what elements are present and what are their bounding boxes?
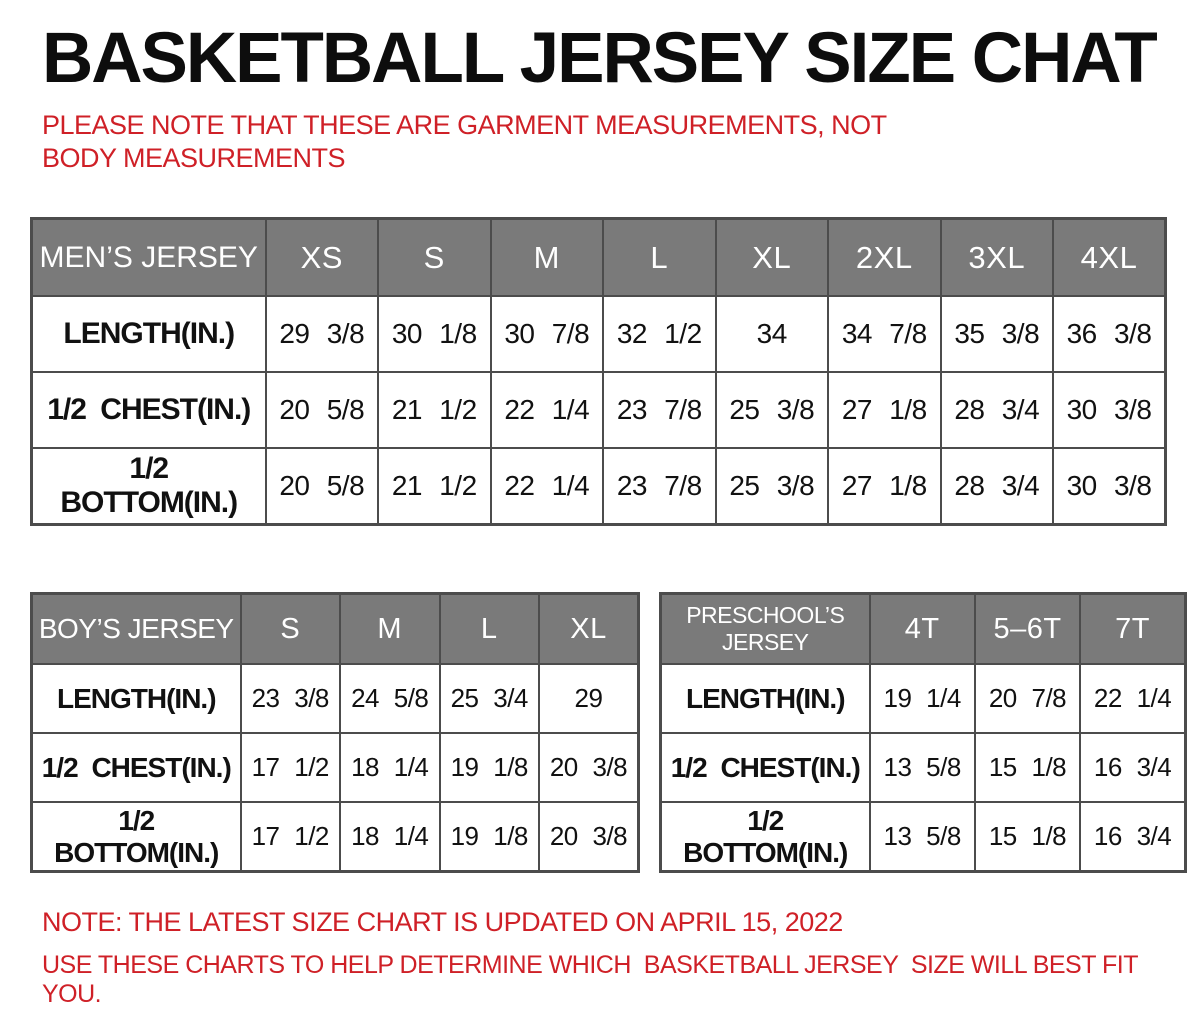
measurement-value-cell: 35 3/8 [941,296,1054,372]
preschool-jersey-table-grid [659,592,1187,873]
size-column-header: XL [539,593,639,664]
measurement-row-label: 1/2 CHEST(IN.) [32,733,241,802]
table-row [32,296,1166,372]
measurement-value-cell: 27 1/8 [828,372,941,448]
measurement-value-cell: 18 1/4 [340,733,440,802]
measurement-value-cell: 28 3/4 [941,372,1054,448]
size-column-header: S [378,218,491,296]
measurement-value-cell: 25 3/8 [716,372,829,448]
header-row [32,593,639,664]
measurement-value-cell: 22 1/4 [491,448,604,524]
measurement-value-cell: 30 7/8 [491,296,604,372]
size-column-header: 2XL [828,218,941,296]
size-column-header: 3XL [941,218,1054,296]
mens-jersey-table [30,217,1170,526]
table-row [661,802,1186,871]
page-title: BASKETBALL JERSEY SIZE CHAT [42,19,1156,98]
measurement-value-cell: 13 5/8 [870,733,975,802]
table-title-cell: PRESCHOOL’S JERSEY [661,593,870,664]
preschool-jersey-table [659,592,1187,873]
size-column-header: 7T [1080,593,1185,664]
measurement-value-cell: 28 3/4 [941,448,1054,524]
measurement-value-cell: 24 5/8 [340,664,440,733]
update-date-note: NOTE: THE LATEST SIZE CHART IS UPDATED ON APRIL 15, 2022 [42,906,843,937]
measurement-value-cell: 19 1/8 [440,733,540,802]
table-row [32,448,1166,524]
measurement-value-cell: 17 1/2 [241,733,341,802]
size-column-header: M [340,593,440,664]
header-row [32,218,1166,296]
header-row [661,593,1186,664]
measurement-value-cell: 29 3/8 [266,296,379,372]
size-column-header: 5–6T [975,593,1080,664]
measurement-value-cell: 17 1/2 [241,802,341,871]
measurement-row-label: 1/2 CHEST(IN.) [32,372,266,448]
table-row [32,664,639,733]
bottom-tables-row [30,592,1170,873]
measurement-value-cell: 23 7/8 [603,372,716,448]
measurement-value-cell: 30 3/8 [1053,448,1166,524]
size-column-header: M [491,218,604,296]
size-column-header: S [241,593,341,664]
measurement-value-cell: 22 1/4 [1080,664,1185,733]
table-row [661,664,1186,733]
measurement-value-cell: 19 1/8 [440,802,540,871]
measurement-row-label: 1/2 BOTTOM(IN.) [661,802,870,871]
measurement-row-label: LENGTH(IN.) [661,664,870,733]
size-column-header: 4T [870,593,975,664]
boys-jersey-table [30,592,640,873]
measurement-value-cell: 16 3/4 [1080,733,1185,802]
measurement-value-cell: 19 1/4 [870,664,975,733]
measurement-value-cell: 13 5/8 [870,802,975,871]
table-row [32,733,639,802]
measurement-row-label: LENGTH(IN.) [32,664,241,733]
measurement-value-cell: 25 3/8 [716,448,829,524]
measurement-value-cell: 29 [539,664,639,733]
measurement-row-label: 1/2 CHEST(IN.) [661,733,870,802]
measurement-value-cell: 27 1/8 [828,448,941,524]
usage-note: USE THESE CHARTS TO HELP DETERMINE WHICH BASKETBALL JERSEY SIZE WILL BEST FIT YOU. [42,950,1144,1008]
measurement-value-cell: 21 1/2 [378,372,491,448]
bottom-notes [42,907,1170,1009]
boys-jersey-table-grid [30,592,640,873]
measurement-value-cell: 20 3/8 [539,733,639,802]
measurement-value-cell: 20 3/8 [539,802,639,871]
measurement-value-cell: 15 1/8 [975,733,1080,802]
measurement-value-cell: 18 1/4 [340,802,440,871]
measurement-row-label: LENGTH(IN.) [32,296,266,372]
size-column-header: L [440,593,540,664]
measurement-value-cell: 23 7/8 [603,448,716,524]
size-column-header: L [603,218,716,296]
mens-jersey-table-grid [30,217,1167,526]
measurement-value-cell: 25 3/4 [440,664,540,733]
measurement-value-cell: 22 1/4 [491,372,604,448]
measurement-row-label: 1/2 BOTTOM(IN.) [32,802,241,871]
measurement-value-cell: 30 3/8 [1053,372,1166,448]
measurement-value-cell: 23 3/8 [241,664,341,733]
measurement-value-cell: 30 1/8 [378,296,491,372]
measurement-value-cell: 20 7/8 [975,664,1080,733]
measurement-value-cell: 20 5/8 [266,448,379,524]
measurement-value-cell: 15 1/8 [975,802,1080,871]
table-title-cell: MEN’S JERSEY [32,218,266,296]
measurement-value-cell: 21 1/2 [378,448,491,524]
measurement-row-label: 1/2 BOTTOM(IN.) [32,448,266,524]
size-column-header: XL [716,218,829,296]
measurement-value-cell: 32 1/2 [603,296,716,372]
size-column-header: 4XL [1053,218,1166,296]
measurement-value-cell: 34 7/8 [828,296,941,372]
measurement-value-cell: 16 3/4 [1080,802,1185,871]
garment-measurement-note: PLEASE NOTE THAT THESE ARE GARMENT MEASUREMENTS, NOT BODY MEASUREMENTS [42,110,887,173]
size-column-header: XS [266,218,379,296]
table-row [32,372,1166,448]
measurement-value-cell: 20 5/8 [266,372,379,448]
table-title-cell: BOY’S JERSEY [32,593,241,664]
table-row [32,802,639,871]
measurement-value-cell: 34 [716,296,829,372]
measurement-value-cell: 36 3/8 [1053,296,1166,372]
table-row [661,733,1186,802]
